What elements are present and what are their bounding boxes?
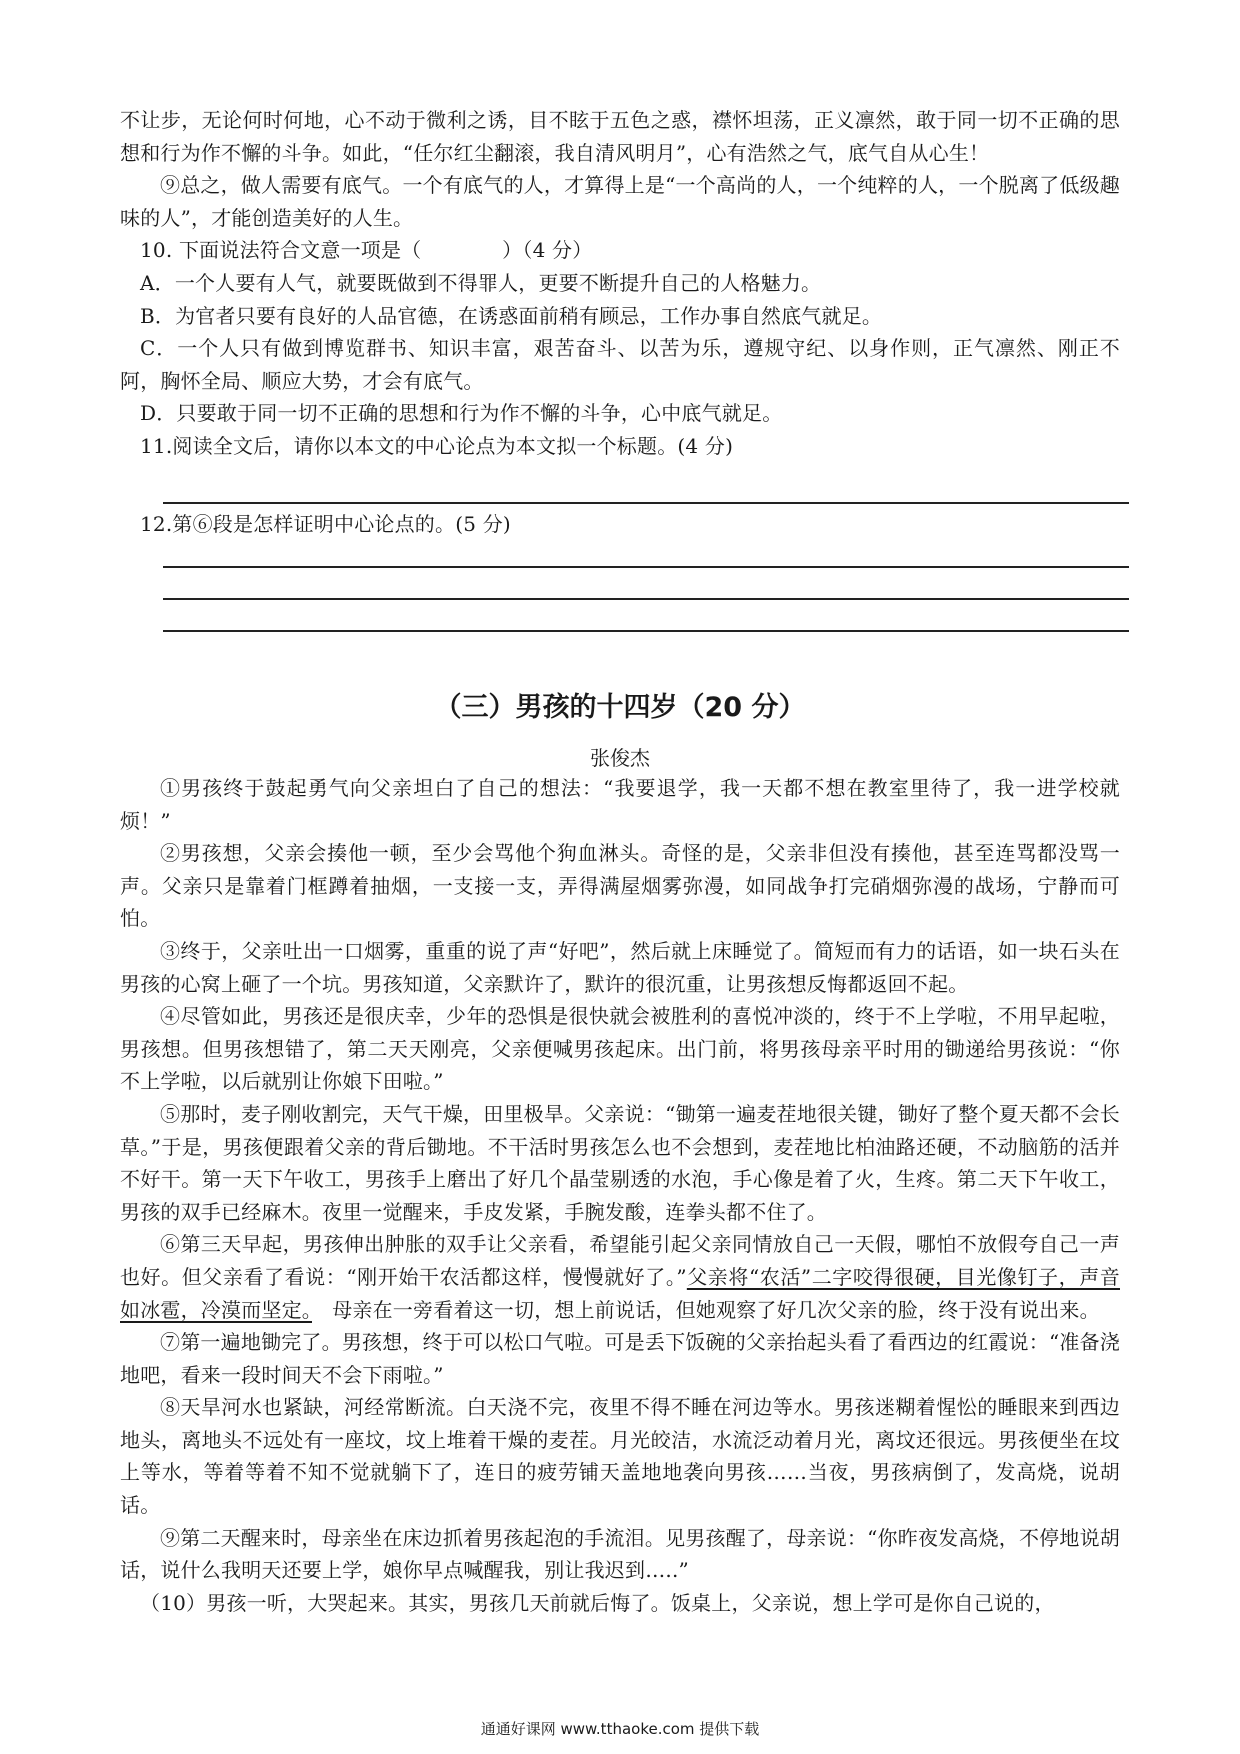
story-paragraph-4: ④尽管如此，男孩还是很庆幸，少年的恐惧是很快就会被胜利的喜悦冲淡的，终于不上学啦，不用早起啦，男孩想。但男孩想错了，第二天天刚亮，父亲便喊男孩起床。出门前，将男孩母亲平时用的锄递给男孩说：“你不上学啦，以后就别让你娘下田啦。” <box>120 1004 1120 1094</box>
page-footer: 通通好课网 www.tthaoke.com 提供下载 <box>480 1720 760 1738</box>
story-paragraph-9: ⑨第二天醒来时，母亲坐在床边抓着男孩起泡的手流泪。见男孩醒了，母亲说：“你昨夜发高烧，不停地说胡话，说什么我明天还要上学，娘你早点喊醒我，别让我迟到…..” <box>120 1525 1120 1583</box>
answer-line-12-2 <box>163 598 1129 600</box>
option-a: A．一个人要有人气，就要既做到不得罪人，更要不断提升自己的人格魅力。 <box>140 270 822 295</box>
story-paragraph-1: ①男孩终于鼓起勇气向父亲坦白了自己的想法：“我要退学，我一天都不想在教室里待了，我一进学校就烦！” <box>120 776 1120 833</box>
story-paragraph-3: ③终于，父亲吐出一口烟雾，重重的说了声“好吧”，然后就上床睡觉了。简短而有力的话语，如一块石头在男孩的心窝上砸了一个坑。男孩知道，父亲默许了，默许的很沉重，让男孩想反悔都返回不起。 <box>120 938 1120 996</box>
question-12: 12.第⑥段是怎样证明中心论点的。(5 分) <box>140 512 511 536</box>
question-11: 11.阅读全文后，请你以本文的中心论点为本文拟一个标题。(4 分) <box>140 433 734 458</box>
answer-line-11 <box>163 502 1129 504</box>
story-paragraph-2: ②男孩想，父亲会揍他一顿，至少会骂他个狗血淋头。奇怪的是，父亲非但没有揍他，甚至连骂都没骂一声。父亲只是靠着门框蹲着抽烟，一支接一支，弄得满屋烟雾弥漫，如同战争打完硝烟弥漫的战场，宁静而可怕。 <box>120 841 1120 931</box>
story-paragraph-10: （10）男孩一听，大哭起来。其实，男孩几天前就后悔了。饭桌上，父亲说，想上学可是你自己说的， <box>140 1590 1055 1615</box>
story-paragraph-5: ⑤那时，麦子刚收割完，天气干燥，田里极旱。父亲说：“锄第一遍麦茬地很关键，锄好了整个夏天都不会长草。”于是，男孩便跟着父亲的背后锄地。不干活时男孩怎么也不会想到，麦茬地比柏油路还硬，不动脑筋的活并不好干。第一天下午收工，男孩手上磨出了好几个晶莹剔透的水泡，手心像是着了火，生疼。第二天下午收工，男孩的双手已经麻木。夜里一觉醒来，手皮发紧，手腕发酸，连拳头都不住了。 <box>120 1101 1120 1224</box>
answer-line-12-3 <box>163 630 1129 632</box>
option-c: C．一个人只有做到博览群书、知识丰富，艰苦奋斗、以苦为乐，遵规守纪、以身作则，正气凛然、刚正不阿，胸怀全局、顺应大势，才会有底气。 <box>120 336 1120 393</box>
paragraph-6-text-a: ⑥第三天早起，男孩伸出肿胀的双手让父亲看，希望能引起父亲同情放自己一天假，哪怕不放假夸自己一声也好。但父亲看了看说：“刚开始干农活都这样，慢慢就好了。” <box>120 1232 1120 1289</box>
paragraph-9: ⑨总之，做人需要有底气。一个有底气的人，才算得上是“一个高尚的人，一个纯粹的人，一个脱离了低级趣味的人”，才能创造美好的人生。 <box>120 173 1120 230</box>
story-paragraph-8: ⑧天旱河水也紧缺，河经常断流。白天浇不完，夜里不得不睡在河边等水。男孩迷糊着惺忪的睡眼来到西边地头，离地头不远处有一座坟，坟上堆着干燥的麦茬。月光皎洁，水流泛动着月光，离坟还很远。男孩便坐在坟上等水，等着等着不知不觉就躺下了，连日的疲劳铺天盖地地袭向男孩……当夜，男孩病倒了，发高烧，说胡话。 <box>120 1395 1120 1518</box>
story-paragraph-6 <box>120 1228 1120 1326</box>
question-10: 10. 下面说法符合文意一项是（ ）（4 分） <box>140 238 593 263</box>
underlined-sentence: 父亲将“农活”二字咬得很硬，目光像钉子，声音如冰雹，冷漠而坚定。 <box>120 1264 1120 1322</box>
option-d: D．只要敢于同一切不正确的思想和行为作不懈的斗争，心中底气就足。 <box>140 401 783 426</box>
section-essay-ending <box>120 104 1120 463</box>
paragraph-continuation: 不让步，无论何时何地，心不动于微利之诱，目不眩于五色之惑，襟怀坦荡，正义凛然，敢于同一切不正确的思想和行为作不懈的斗争。如此，“任尔红尘翻滚，我自清风明月”，心有浩然之气，底气自从心生！ <box>120 108 1120 165</box>
option-b: B．为官者只要有良好的人品官德，在诱惑面前稍有顾忌，工作办事自然底气就足。 <box>140 303 883 328</box>
answer-line-12-1 <box>163 566 1129 568</box>
story-title: （三）男孩的十四岁（20 分） <box>434 692 806 723</box>
story-author: 张俊杰 <box>590 746 650 770</box>
question-12-block <box>120 508 1120 541</box>
story-body <box>120 772 1120 1619</box>
paragraph-6-text-b: 母亲在一旁看着这一切，想上前说话，但她观察了好几次父亲的脸，终于没有说出来。 <box>312 1297 1100 1322</box>
story-paragraph-7: ⑦第一遍地锄完了。男孩想，终于可以松口气啦。可是丢下饭碗的父亲抬起头看了看西边的红霞说：“准备浇地吧，看来一段时间天不会下雨啦。” <box>120 1330 1120 1387</box>
